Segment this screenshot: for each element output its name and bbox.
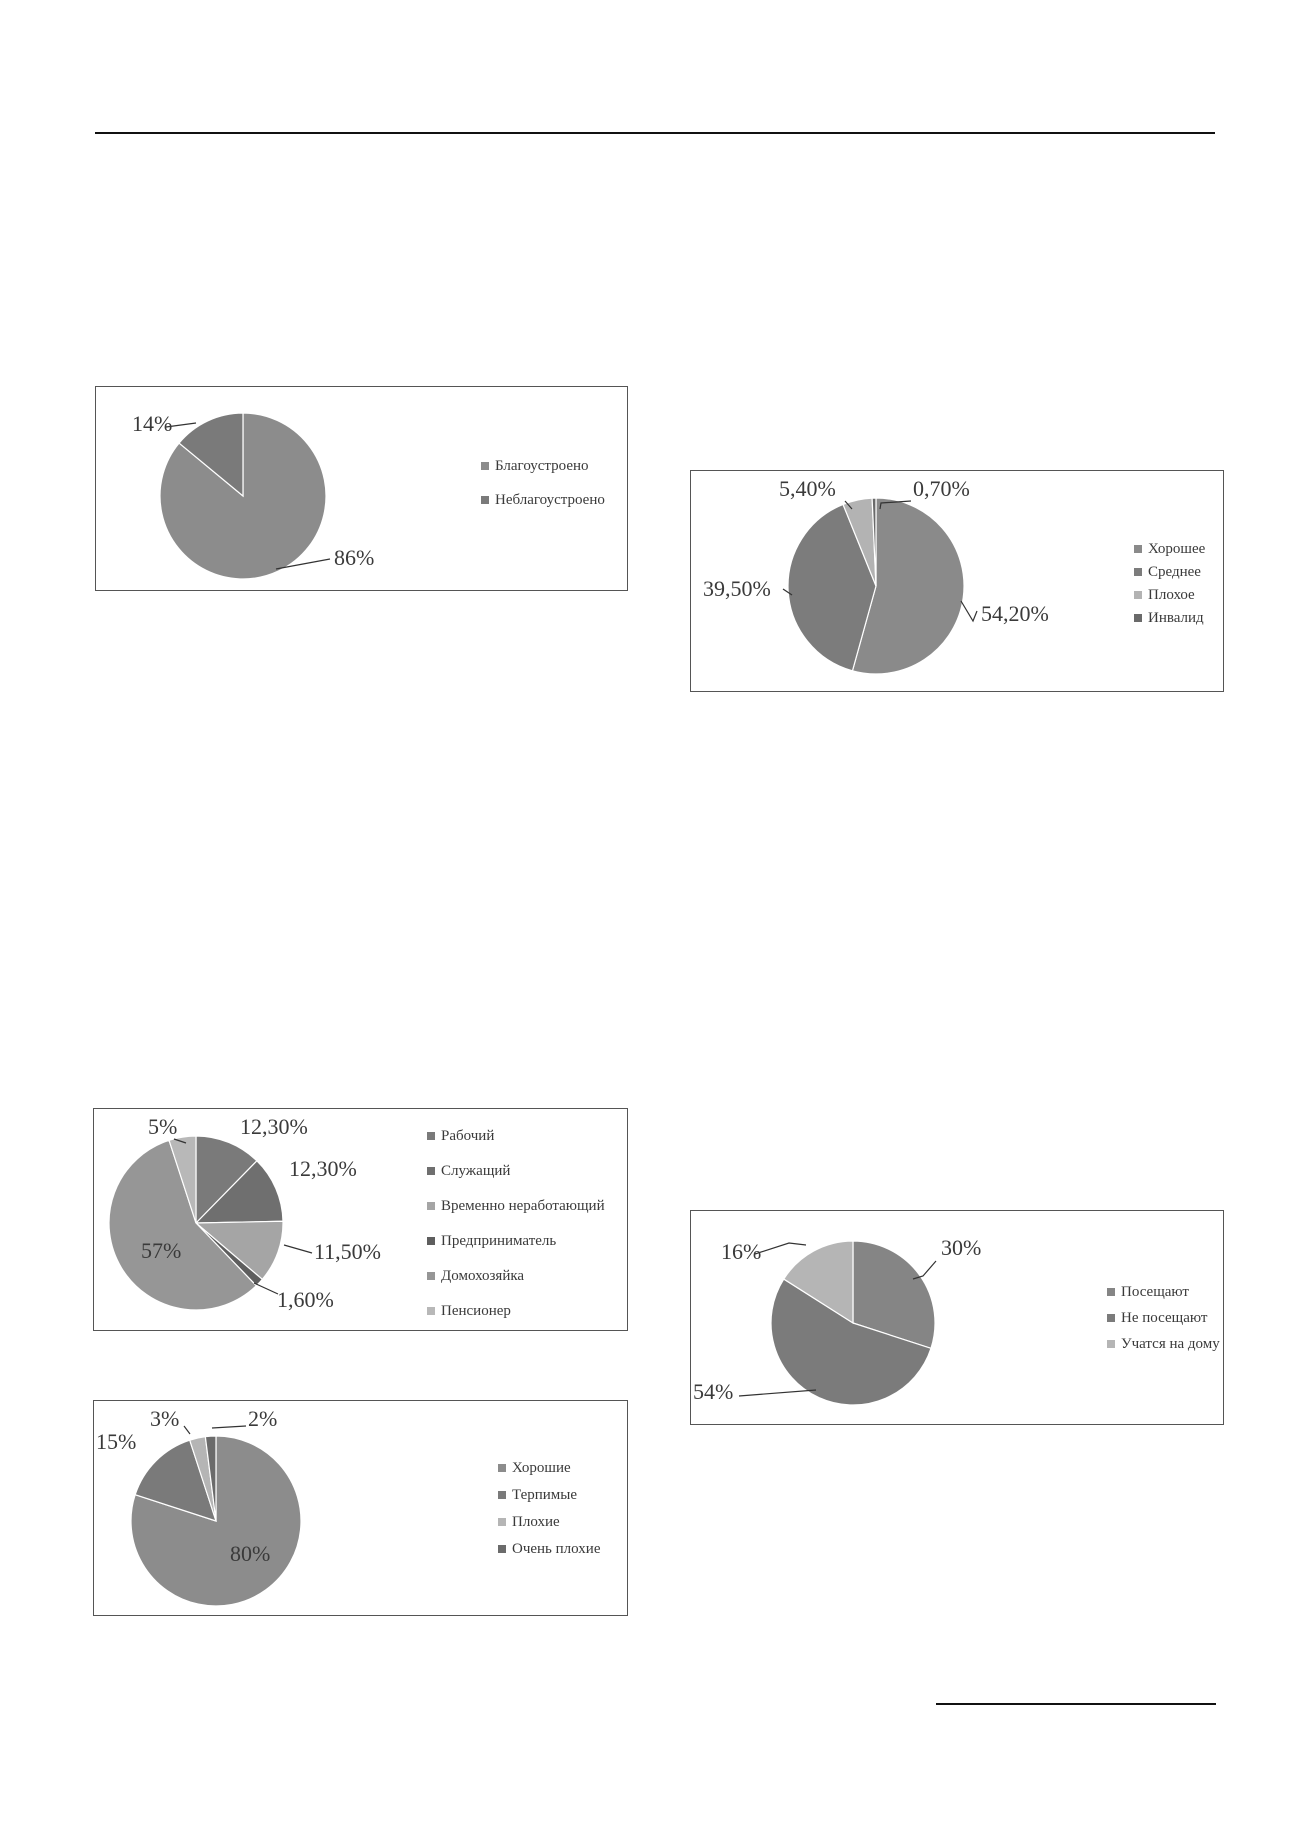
bottom-rule <box>936 1703 1216 1705</box>
legend-swatch <box>427 1167 435 1175</box>
legend-swatch <box>427 1202 435 1210</box>
data-label: 30% <box>941 1235 982 1260</box>
data-label: 2% <box>248 1406 278 1431</box>
leader-line <box>254 1283 278 1294</box>
legend-swatch <box>1134 614 1142 622</box>
legend-swatch <box>427 1272 435 1280</box>
data-label: 12,30% <box>240 1114 308 1139</box>
chart-school <box>690 1210 1224 1425</box>
legend-label: Учатся на дому <box>1121 1336 1220 1352</box>
data-label: 5,40% <box>779 476 836 501</box>
legend-label: Не посещают <box>1121 1310 1208 1326</box>
data-label: 14% <box>132 411 173 436</box>
legend-swatch <box>427 1237 435 1245</box>
legend-swatch <box>498 1545 506 1553</box>
legend-label: Рабочий <box>441 1128 495 1144</box>
top-rule <box>95 132 1215 134</box>
legend-swatch <box>427 1132 435 1140</box>
data-label: 54% <box>693 1379 734 1404</box>
data-label: 5% <box>148 1114 178 1139</box>
data-label: 54,20% <box>981 601 1049 626</box>
leader-line <box>284 1245 312 1253</box>
data-label: 12,30% <box>289 1156 357 1181</box>
legend-swatch <box>1134 545 1142 553</box>
legend-swatch <box>1107 1340 1115 1348</box>
legend-label: Плохое <box>1148 587 1195 603</box>
legend-swatch <box>498 1491 506 1499</box>
legend-label: Среднее <box>1148 564 1201 580</box>
legend-swatch <box>498 1464 506 1472</box>
legend-swatch <box>498 1518 506 1526</box>
leader-line <box>212 1426 246 1428</box>
data-label: 39,50% <box>703 576 771 601</box>
legend-label: Инвалид <box>1148 610 1204 626</box>
legend-label: Благоустроено <box>495 458 589 474</box>
chart-occupation <box>93 1108 628 1331</box>
legend-label: Пенсионер <box>441 1303 511 1319</box>
leader-line <box>184 1426 190 1434</box>
legend-label: Домохозяйка <box>441 1268 525 1284</box>
legend-swatch <box>1134 568 1142 576</box>
data-label: 3% <box>150 1406 180 1431</box>
data-label: 11,50% <box>314 1239 382 1264</box>
data-label: 57% <box>141 1238 182 1263</box>
legend-label: Посещают <box>1121 1284 1189 1300</box>
legend-label: Неблагоустроено <box>495 492 605 508</box>
legend-swatch <box>1107 1314 1115 1322</box>
data-label: 16% <box>721 1239 762 1264</box>
legend-swatch <box>481 462 489 470</box>
legend-label: Предприниматель <box>441 1233 557 1249</box>
legend-swatch <box>1107 1288 1115 1296</box>
legend-swatch <box>481 496 489 504</box>
chart-health <box>690 470 1224 692</box>
leader-line <box>739 1390 816 1396</box>
legend-swatch <box>1134 591 1142 599</box>
data-label: 80% <box>230 1541 271 1566</box>
leader-line <box>755 1243 806 1254</box>
data-label: 0,70% <box>913 476 970 501</box>
legend-label: Хорошие <box>512 1460 571 1476</box>
legend-label: Служащий <box>441 1163 511 1179</box>
legend-label: Хорошее <box>1148 541 1206 557</box>
chart-housing <box>95 386 628 591</box>
leader-line <box>961 601 977 621</box>
data-label: 86% <box>334 545 375 570</box>
chart-conditions <box>93 1400 628 1616</box>
data-label: 15% <box>96 1429 137 1454</box>
legend-swatch <box>427 1307 435 1315</box>
legend-label: Очень плохие <box>512 1541 601 1557</box>
data-label: 1,60% <box>277 1287 334 1312</box>
legend-label: Плохие <box>512 1514 560 1530</box>
legend-label: Терпимые <box>512 1487 578 1503</box>
legend-label: Временно неработающий <box>441 1198 605 1214</box>
